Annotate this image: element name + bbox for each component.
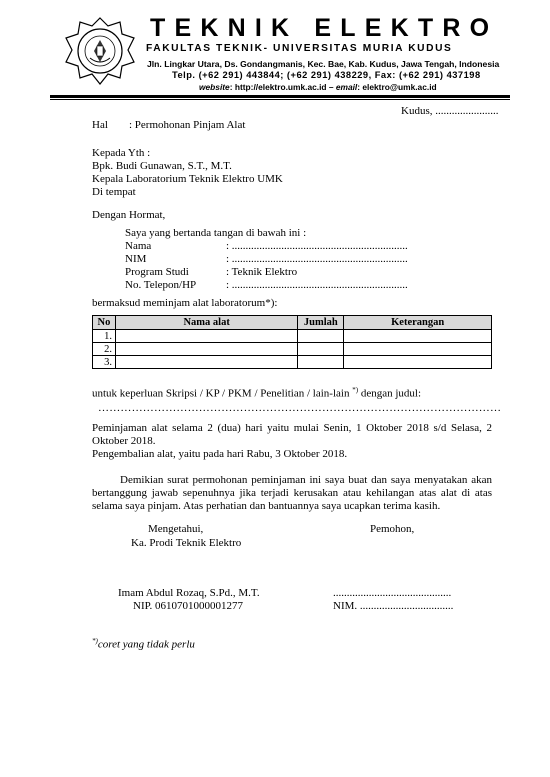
purpose-text: untuk keperluan Skripsi / KP / PKM / Penelitian / lain-lain	[92, 387, 350, 400]
loan-period-paragraph: Peminjaman alat selama 2 (dua) hari yaitu mulai Senin, 1 Oktober 2018 s/d Selasa, 2 Oktober 2018.	[92, 422, 492, 447]
field-value-phone: : ................................................................	[226, 279, 408, 291]
place-date: Kudus, .......................	[401, 105, 499, 117]
faculty-name: FAKULTAS TEKNIK- UNIVERSITAS MURIA KUDUS	[146, 43, 453, 54]
header-tool-name: Nama alat	[115, 316, 297, 330]
web-email-line	[199, 82, 437, 92]
field-value-program: : Teknik Elektro	[226, 266, 298, 278]
equipment-table	[92, 315, 492, 369]
phone-line: Telp. (+62 291) 443844; (+62 291) 438229, Fax: (+62 291) 437198	[172, 70, 481, 80]
title-blank-line: ………………………………………………………………………………………………	[98, 402, 502, 414]
footnote-text: coret yang tidak perlu	[97, 638, 195, 651]
field-value-nim: : ................................................................	[226, 253, 408, 265]
tool-name-cell[interactable]	[115, 330, 297, 343]
footnote-mark: *)	[92, 637, 98, 645]
notes-cell[interactable]	[344, 330, 492, 343]
recipient-name: Bpk. Budi Gunawan, S.T., M.T.	[92, 160, 232, 172]
acknowledged-label: Mengetahui,	[148, 523, 204, 535]
notes-cell[interactable]	[344, 343, 492, 356]
row-number: 1.	[93, 330, 116, 343]
header-quantity: Jumlah	[298, 316, 344, 330]
tool-name-cell[interactable]	[115, 356, 297, 369]
recipient-place: Di tempat	[92, 186, 136, 198]
header-rule-thin	[50, 99, 510, 100]
field-value-name: : ................................................................	[226, 240, 408, 252]
head-of-program-nip: NIP. 0610701000001277	[133, 600, 244, 612]
purpose-footnote-mark: *)	[352, 386, 359, 394]
email-label: email	[335, 82, 358, 92]
head-of-program-title: Ka. Prodi Teknik Elektro	[131, 537, 242, 549]
header-notes: Keterangan	[344, 316, 492, 330]
borrow-intro: bermaksud meminjam alat laboratorum*):	[92, 297, 278, 309]
row-number: 2.	[93, 343, 116, 356]
head-of-program-name: Imam Abdul Rozaq, S.Pd., M.T.	[118, 587, 260, 599]
quantity-cell[interactable]	[298, 356, 344, 369]
quantity-cell[interactable]	[298, 330, 344, 343]
row-number: 3.	[93, 356, 116, 369]
address-line: Jln. Lingkar Utara, Ds. Gondangmanis, Kec. Bae, Kab. Kudus, Jawa Tengah, Indonesia	[147, 59, 500, 69]
purpose-line	[92, 384, 421, 401]
table-row	[93, 356, 492, 369]
subject-text: : Permohonan Pinjam Alat	[129, 119, 246, 131]
header-rule-thick	[50, 95, 510, 98]
applicant-nim-blank: NIM. ..................................	[333, 600, 454, 612]
website-label: website	[199, 82, 230, 92]
field-label-nim: NIM	[125, 253, 147, 265]
table-header-row	[93, 316, 492, 330]
return-paragraph: Pengembalian alat, yaitu pada hari Rabu, 3 Oktober 2018.	[92, 448, 348, 460]
field-label-name: Nama	[125, 240, 152, 252]
tool-name-cell[interactable]	[115, 343, 297, 356]
header-no: No	[93, 316, 116, 330]
intro-text: Saya yang bertanda tangan di bawah ini :	[125, 227, 307, 239]
purpose-end: dengan judul:	[358, 387, 421, 400]
field-label-program: Program Studi	[125, 266, 189, 278]
department-title: TEKNIK ELEKTRO	[150, 14, 499, 42]
quantity-cell[interactable]	[298, 343, 344, 356]
greeting: Dengan Hormat,	[92, 209, 166, 221]
email-value: : elektro@umk.ac.id	[357, 82, 437, 92]
applicant-name-blank: ...........................................	[333, 587, 452, 599]
recipient-label: Kepada Yth :	[92, 147, 151, 159]
applicant-label: Pemohon,	[370, 523, 415, 535]
field-label-phone: No. Telepon/HP	[125, 279, 197, 291]
closing-paragraph: Demikian surat permohonan peminjaman ini saya buat dan saya menyatakan akan bertanggung jawab sepenuhnya jika terjadi kerusakan atau kehilangan atas alat di atas selama saya pinjam. Atas perhatian dan bantuannya saya ucapkan terima kasih.	[92, 474, 492, 512]
footnote	[92, 635, 195, 652]
university-logo	[62, 16, 138, 86]
notes-cell[interactable]	[344, 356, 492, 369]
recipient-position: Kepala Laboratorium Teknik Elektro UMK	[92, 173, 283, 185]
website-value: : http://elektro.umk.ac.id –	[229, 82, 336, 92]
table-row	[93, 330, 492, 343]
subject-label: Hal	[92, 119, 108, 131]
table-row	[93, 343, 492, 356]
